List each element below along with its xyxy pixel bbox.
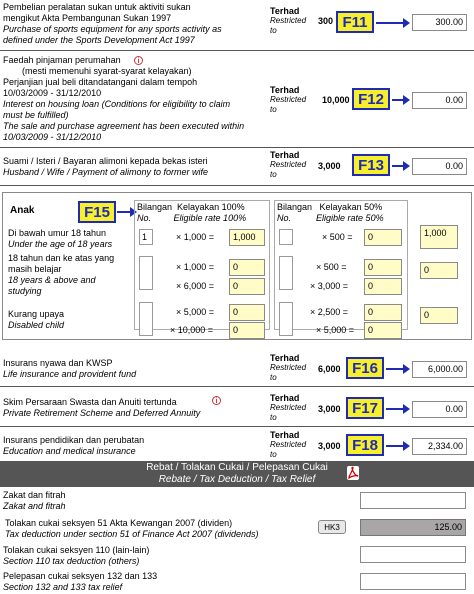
- col100-header-bm: Bilangan Kelayakan 100%: [137, 202, 245, 212]
- s51-label-en: Tax deduction under section 51 of Finance Act 2007 (dividends): [5, 529, 259, 539]
- divider: [0, 185, 474, 186]
- sports-label-bm-1: Pembelian peralatan sukan untuk aktiviti sukan: [3, 2, 191, 12]
- housing-restricted-label: Terhad Restricted to: [270, 85, 307, 114]
- life-limit: 6,000: [318, 364, 341, 374]
- child-row2a-amount50[interactable]: 0: [364, 259, 402, 276]
- sports-label-en-2: defined under the Sports Development Act 1997: [3, 35, 195, 45]
- retire-label-en: Private Retirement Scheme and Deferred Annuity: [3, 408, 201, 418]
- child-row2-total[interactable]: 0: [420, 262, 458, 279]
- child-row2-en-2: studying: [8, 286, 42, 296]
- child-row1-count-input[interactable]: 1: [139, 229, 153, 245]
- sports-amount-input[interactable]: 300.00: [412, 14, 467, 31]
- child-row3-count-input[interactable]: [139, 302, 153, 336]
- s132-amount-input[interactable]: [360, 573, 466, 590]
- child-row3a-amount50[interactable]: 0: [364, 304, 402, 321]
- arrow-right-icon: [376, 22, 404, 24]
- child-row3b-mult50: × 5,000 =: [316, 325, 355, 335]
- retire-limit: 3,000: [318, 404, 341, 414]
- arrow-right-icon: [386, 408, 404, 410]
- spouse-amount-input[interactable]: 0.00: [412, 158, 467, 175]
- s110-label-en: Section 110 tax deduction (others): [3, 556, 140, 566]
- child-row3-total[interactable]: 0: [420, 307, 458, 324]
- child-row1-mult50: × 500 =: [322, 232, 353, 242]
- housing-label-bm-2: (mesti memenuhi syarat-syarat kelayakan): [22, 66, 192, 76]
- child-row3a-mult: × 5,000 =: [176, 307, 215, 317]
- field-badge-f15: F15: [78, 201, 116, 223]
- retire-label-bm: Skim Persaraan Swasta dan Anuiti tertunda: [3, 397, 177, 407]
- col50-header-bm: Bilangan Kelayakan 50%: [277, 202, 383, 212]
- child-row2-count50-input[interactable]: [279, 256, 293, 290]
- child-row3a-amount[interactable]: 0: [229, 304, 265, 321]
- zakat-label-en: Zakat and fitrah: [3, 501, 66, 511]
- sports-restricted-label: Terhad Restricted to: [270, 6, 307, 35]
- child-row3-count50-input[interactable]: [279, 302, 293, 336]
- hk3-button[interactable]: HK3: [318, 520, 346, 534]
- sports-limit: 300: [318, 16, 334, 26]
- child-row1-amount[interactable]: 1,000: [229, 229, 265, 246]
- s110-amount-input[interactable]: [360, 546, 466, 563]
- rebate-title-bm: Rebat / Tolakan Cukai / Pelepasan Cukai: [146, 462, 328, 473]
- s132-label-bm: Pelepasan cukai seksyen 132 dan 133: [3, 571, 158, 581]
- zakat-label-bm: Zakat dan fitrah: [3, 490, 66, 500]
- retire-amount-input[interactable]: 0.00: [412, 401, 467, 418]
- spouse-limit: 3,000: [318, 161, 341, 171]
- child-row2-en-1: 18 years & above and: [8, 275, 96, 285]
- divider: [0, 50, 474, 51]
- field-badge-f11: F11: [336, 11, 374, 33]
- child-row1-count50-input[interactable]: [279, 229, 293, 245]
- housing-label-bm-3: Perjanjian jual beli ditandatangani dalam tempoh: [3, 77, 198, 87]
- col50-header-en: No. Eligible rate 50%: [277, 213, 384, 223]
- child-title: Anak: [10, 205, 35, 216]
- housing-amount-input[interactable]: 0.00: [412, 92, 467, 109]
- child-row2b-amount[interactable]: 0: [229, 278, 265, 295]
- housing-label-en-3: The sale and purchase agreement has been executed within: [3, 121, 245, 131]
- child-row2b-mult50: × 3,000 =: [310, 281, 349, 291]
- child-row1-en: Under the age of 18 years: [8, 239, 113, 249]
- arrow-right-icon: [392, 99, 404, 101]
- spouse-restricted-label: Terhad Restricted to: [270, 150, 307, 179]
- pdf-icon[interactable]: [347, 466, 359, 480]
- child-row3-bm: Kurang upaya: [8, 309, 65, 319]
- child-row2a-mult50: × 500 =: [316, 262, 347, 272]
- child-row2b-amount50[interactable]: 0: [364, 278, 402, 295]
- child-row1-bm: Di bawah umur 18 tahun: [8, 228, 107, 238]
- life-amount-input[interactable]: 6,000.00: [412, 361, 467, 378]
- child-row3-en: Disabled child: [8, 320, 65, 330]
- housing-label-en-1: Interest on housing loan (Conditions for eligibility to claim: [3, 99, 231, 109]
- edu-label-bm: Insurans pendidikan dan perubatan: [3, 435, 145, 445]
- arrow-right-icon: [386, 368, 404, 370]
- spouse-label-bm: Suami / Isteri / Bayaran alimoni kepada bekas isteri: [3, 156, 208, 166]
- field-badge-f18: F18: [346, 434, 384, 456]
- housing-label-bm-4: 10/03/2009 - 31/12/2010: [3, 88, 102, 98]
- retire-restricted-label: Terhad Restricted to: [270, 393, 307, 422]
- child-row2-bm-2: masih belajar: [8, 264, 62, 274]
- life-label-en: Life insurance and provident fund: [3, 369, 137, 379]
- field-badge-f13: F13: [352, 154, 390, 176]
- s51-label-bm: Tolakan cukai seksyen 51 Akta Kewangan 2007 (dividen): [5, 518, 233, 528]
- housing-label-bm-1: Faedah pinjaman perumahan: [3, 55, 121, 65]
- arrow-right-icon: [386, 445, 404, 447]
- housing-label-en-2: must be fulfilled): [3, 110, 69, 120]
- edu-label-en: Education and medical insurance: [3, 446, 136, 456]
- divider: [0, 386, 474, 387]
- arrow-right-icon: [117, 211, 131, 213]
- sports-label-en-1: Purchase of sports equipment for any sports activity as: [3, 24, 222, 34]
- s110-label-bm: Tolakan cukai seksyen 110 (lain-lain): [3, 545, 150, 555]
- arrow-right-icon: [392, 165, 404, 167]
- field-badge-f17: F17: [346, 397, 384, 419]
- sports-label-bm-2: mengikut Akta Pembangunan Sukan 1997: [3, 13, 172, 23]
- child-row1-total[interactable]: 1,000: [420, 225, 458, 249]
- rebate-section-header: [0, 461, 474, 487]
- child-row3b-amount[interactable]: 0: [229, 322, 265, 339]
- child-row3a-mult50: × 2,500 =: [310, 307, 349, 317]
- field-badge-f12: F12: [352, 88, 390, 110]
- child-row2a-mult: × 1,000 =: [176, 262, 215, 272]
- life-restricted-label: Terhad Restricted to: [270, 353, 307, 382]
- life-label-bm: Insurans nyawa dan KWSP: [3, 358, 113, 368]
- edu-amount-input[interactable]: 2,334.00: [412, 438, 467, 455]
- spouse-label-en: Husband / Wife / Payment of alimony to former wife: [3, 167, 209, 177]
- edu-restricted-label: Terhad Restricted to: [270, 430, 307, 459]
- divider: [0, 147, 474, 148]
- zakat-amount-input[interactable]: [360, 492, 466, 509]
- child-row2b-mult: × 6,000 =: [176, 281, 215, 291]
- child-row3b-mult: × 10,000 =: [170, 325, 214, 335]
- child-row1-mult: × 1,000 =: [176, 232, 215, 242]
- col100-header-en: No. Eligible rate 100%: [137, 213, 247, 223]
- field-badge-f16: F16: [346, 357, 384, 379]
- child-row3b-amount50[interactable]: 0: [364, 322, 402, 339]
- info-icon[interactable]: i: [212, 396, 221, 405]
- divider: [0, 426, 474, 427]
- child-row1-amount50[interactable]: 0: [364, 229, 402, 246]
- child-row2a-amount[interactable]: 0: [229, 259, 265, 276]
- s51-amount-input[interactable]: 125.00: [360, 519, 466, 536]
- edu-limit: 3,000: [318, 441, 341, 451]
- child-row2-count-input[interactable]: [139, 256, 153, 290]
- child-row2-bm-1: 18 tahun dan ke atas yang: [8, 253, 115, 263]
- info-icon[interactable]: i: [134, 56, 143, 65]
- housing-limit: 10,000: [322, 95, 350, 105]
- housing-label-en-4: 10/03/2009 - 31/12/2010: [3, 132, 102, 142]
- rebate-title-en: Rebate / Tax Deduction / Tax Relief: [158, 474, 316, 485]
- s132-label-en: Section 132 and 133 tax relief: [3, 582, 123, 592]
